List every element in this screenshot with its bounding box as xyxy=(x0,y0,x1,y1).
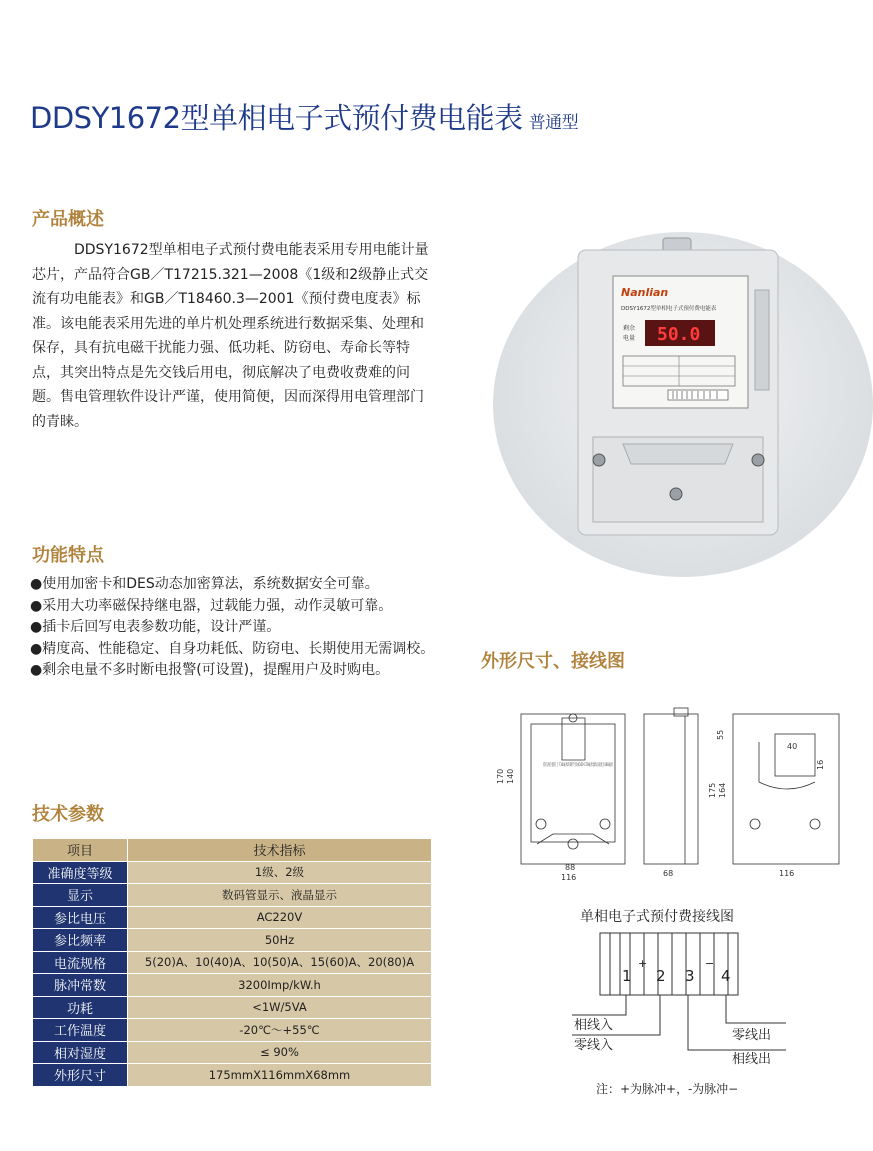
spec-value: 50Hz xyxy=(128,929,432,952)
terminal-plus: + xyxy=(638,957,648,970)
spec-key: 显示 xyxy=(33,884,128,907)
title-sub: 普通型 xyxy=(528,113,579,133)
dims-back-w: 116 xyxy=(779,869,795,878)
photo-display-value: 50.0 xyxy=(657,324,701,345)
terminal-3: 3 xyxy=(685,967,695,985)
section-heading-diagrams: 外形尺寸、接线图 xyxy=(481,651,625,672)
spec-value: <1W/5VA xyxy=(128,996,432,1019)
dimension-drawing xyxy=(497,704,850,884)
section-heading-features: 功能特点 xyxy=(32,545,104,566)
table-row xyxy=(33,1041,432,1064)
spec-key: 功耗 xyxy=(33,996,128,1019)
feature-item: ●采用大功率磁保持继电器，过载能力强，动作灵敏可靠。 xyxy=(30,597,393,614)
terminal-4: 4 xyxy=(721,967,731,985)
label-phase-in: 相线入 xyxy=(574,1018,614,1033)
section-heading-overview: 产品概述 xyxy=(32,209,104,230)
dims-back-top: 55 xyxy=(716,729,725,740)
terminal-minus: − xyxy=(705,957,715,970)
spec-value: AC220V xyxy=(128,906,432,929)
dims-front-h1: 170 xyxy=(496,768,505,784)
wiring-diagram xyxy=(560,905,790,1105)
spec-key: 相对湿度 xyxy=(33,1041,128,1064)
spec-value: 数码管显示、液晶显示 xyxy=(128,884,432,907)
table-row xyxy=(33,929,432,952)
table-row xyxy=(33,1019,432,1042)
dims-front-w1: 88 xyxy=(565,863,576,872)
spec-key: 电流规格 xyxy=(33,951,128,974)
spec-table xyxy=(32,838,432,1087)
dims-front-w2: 116 xyxy=(561,873,577,882)
table-header-row xyxy=(33,839,432,862)
photo-model-line: DDSY1672型单相电子式预付费电能表 xyxy=(621,306,717,312)
spec-value: 5(20)A、10(40)A、10(50)A、15(60)A、20(80)A xyxy=(128,951,432,974)
spec-key: 工作温度 xyxy=(33,1019,128,1042)
spec-key: 参比电压 xyxy=(33,906,128,929)
table-row xyxy=(33,884,432,907)
table-header-cell: 项目 xyxy=(33,839,128,862)
feature-item: ●插卡后回写电表参数功能，设计严谨。 xyxy=(30,619,281,635)
feature-item: ●使用加密卡和DES动态加密算法，系统数据安全可靠。 xyxy=(30,576,379,592)
spec-value: ≤ 90% xyxy=(128,1041,432,1064)
table-row xyxy=(33,951,432,974)
feature-item: ●精度高、性能稳定、自身功耗低、防窃电、长期使用无需调校。 xyxy=(30,640,435,657)
dims-side-w: 68 xyxy=(663,869,674,878)
terminal-2: 2 xyxy=(656,967,666,985)
label-neutral-out: 零线出 xyxy=(732,1028,772,1043)
title-main: DDSY1672型单相电子式预付费电能表 xyxy=(30,101,523,135)
table-header-cell: 技术指标 xyxy=(128,839,432,862)
meter-illustration xyxy=(493,232,873,577)
table-row xyxy=(33,906,432,929)
product-photo xyxy=(493,232,873,577)
spec-key: 参比频率 xyxy=(33,929,128,952)
dims-back-h1: 175 xyxy=(708,782,717,798)
spec-value: 175mmX116mmX68mm xyxy=(128,1064,432,1087)
table-row xyxy=(33,974,432,997)
table-row xyxy=(33,996,432,1019)
table-row xyxy=(33,1064,432,1087)
photo-label-1: 剩余 xyxy=(623,325,636,332)
wiring-title: 单相电子式预付费接线图 xyxy=(580,909,734,925)
feature-list xyxy=(30,574,440,682)
feature-item: ●剩余电量不多时断电报警(可设置)，提醒用户及时购电。 xyxy=(30,662,390,678)
spec-value: -20℃～+55℃ xyxy=(128,1019,432,1042)
spec-value: 1级、2级 xyxy=(128,861,432,884)
label-phase-out: 相线出 xyxy=(732,1052,772,1067)
dims-back-win-h: 16 xyxy=(816,759,825,770)
label-neutral-in: 零线入 xyxy=(574,1038,614,1053)
spec-value: 3200Imp/kW.h xyxy=(128,974,432,997)
table-row xyxy=(33,861,432,884)
section-heading-specs: 技术参数 xyxy=(32,804,104,825)
photo-brand: Nanlian xyxy=(621,286,669,299)
spec-key: 准确度等级 xyxy=(33,861,128,884)
overview-paragraph: DDSY1672型单相电子式预付费电能表采用专用电能计量芯片，产品符合GB／T17215.321—2008《1级和2级静止式交流有功电能表》和GB／T18460.3—2001《预付费电度表》标准。该电能表采用先进的单片机处理系统进行数据采集、处理和保存，具有抗电磁干扰能力强、低功耗、防窃电、寿命长等特点，其突出特点是先交钱后用电，彻底解决了电费收费难的问题。售电管理软件设计严谨，使用简便，因而深得用电管理部门的青睐。 xyxy=(32,242,429,430)
terminal-1: 1 xyxy=(622,967,632,985)
wiring-note: 注：+为脉冲+，-为脉冲− xyxy=(596,1082,739,1096)
photo-label-2: 电量 xyxy=(623,335,636,342)
dims-back-win-w: 40 xyxy=(787,742,798,751)
dims-front-h2: 140 xyxy=(506,768,515,784)
spec-key: 脉冲常数 xyxy=(33,974,128,997)
dims-back-h2: 164 xyxy=(718,782,727,798)
spec-key: 外形尺寸 xyxy=(33,1064,128,1087)
page-title xyxy=(30,96,578,137)
dims-note: 挂孔的位置有上下10毫米的调节空间(160-170毫米)默认高度为160毫米 xyxy=(543,763,688,768)
